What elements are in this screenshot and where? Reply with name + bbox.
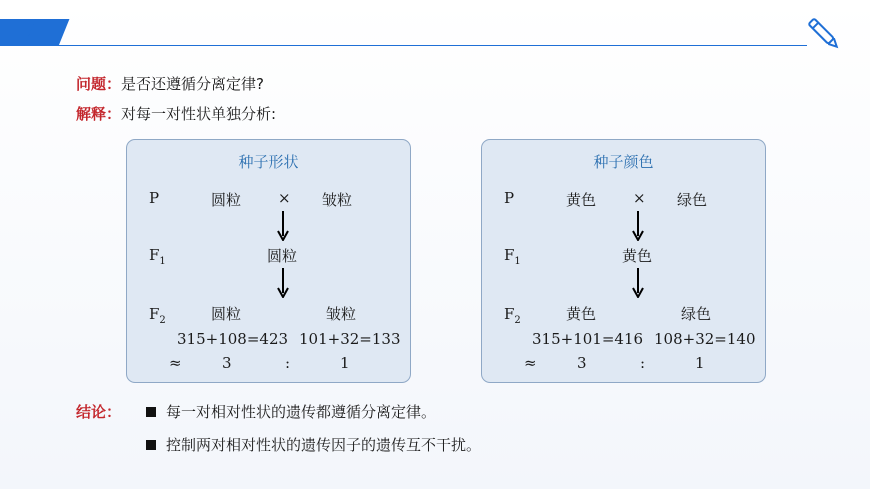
count-left: 315+101=416 [532, 330, 644, 348]
explanation-text: 对每一对性状单独分析: [121, 105, 277, 123]
p-left-trait: 黄色 [566, 191, 597, 209]
ratio-right: 1 [340, 354, 350, 372]
f2-left-trait: 黄色 [566, 305, 597, 323]
square-bullet-icon [146, 440, 156, 450]
conclusion-label: 结论： [76, 403, 122, 421]
conclusion-item: 控制两对相对性状的遗传因子的遗传互不干扰。 [146, 434, 481, 455]
ratio-left: 3 [222, 354, 232, 372]
p-generation-label: P [504, 189, 515, 207]
ratio-left: 3 [577, 354, 587, 372]
explanation-line [76, 103, 276, 124]
cross-symbol: × [278, 189, 291, 207]
f2-right-trait: 皱粒 [326, 305, 357, 323]
approx-symbol: ≈ [169, 354, 182, 372]
pen-icon [804, 14, 844, 54]
seed-shape-panel [126, 139, 411, 383]
down-arrow-icon [631, 211, 645, 241]
question-line [76, 73, 264, 94]
f1-label: $F_1$ [149, 246, 166, 267]
p-right-trait: 皱粒 [322, 191, 353, 209]
ratio-colon: : [285, 354, 291, 372]
panel-title: 种子形状 [238, 153, 299, 171]
count-right: 101+32=133 [299, 330, 401, 348]
f1-label: $F_1$ [504, 246, 521, 267]
down-arrow-icon [276, 211, 290, 241]
seed-color-panel [481, 139, 766, 383]
square-bullet-icon [146, 407, 156, 417]
ratio-colon: : [640, 354, 646, 372]
f2-label: $F_2$ [504, 305, 521, 326]
count-left: 315+108=423 [177, 330, 289, 348]
f1-trait: 黄色 [622, 247, 653, 265]
p-generation-label: P [149, 189, 160, 207]
down-arrow-icon [631, 268, 645, 298]
ratio-right: 1 [695, 354, 705, 372]
explanation-label: 解释： [76, 105, 122, 123]
header-rule [52, 45, 807, 46]
count-right: 108+32=140 [654, 330, 756, 348]
p-right-trait: 绿色 [677, 191, 708, 209]
approx-symbol: ≈ [524, 354, 537, 372]
f1-trait: 圆粒 [267, 247, 298, 265]
question-label: 问题： [76, 75, 122, 93]
f2-left-trait: 圆粒 [211, 305, 242, 323]
down-arrow-icon [276, 268, 290, 298]
f2-label: $F_2$ [149, 305, 166, 326]
conclusion-item: 每一对相对性状的遗传都遵循分离定律。 [146, 401, 436, 422]
p-left-trait: 圆粒 [211, 191, 242, 209]
cross-symbol: × [633, 189, 646, 207]
panel-title: 种子颜色 [593, 153, 654, 171]
question-text: 是否还遵循分离定律? [121, 75, 264, 93]
f2-right-trait: 绿色 [681, 305, 712, 323]
